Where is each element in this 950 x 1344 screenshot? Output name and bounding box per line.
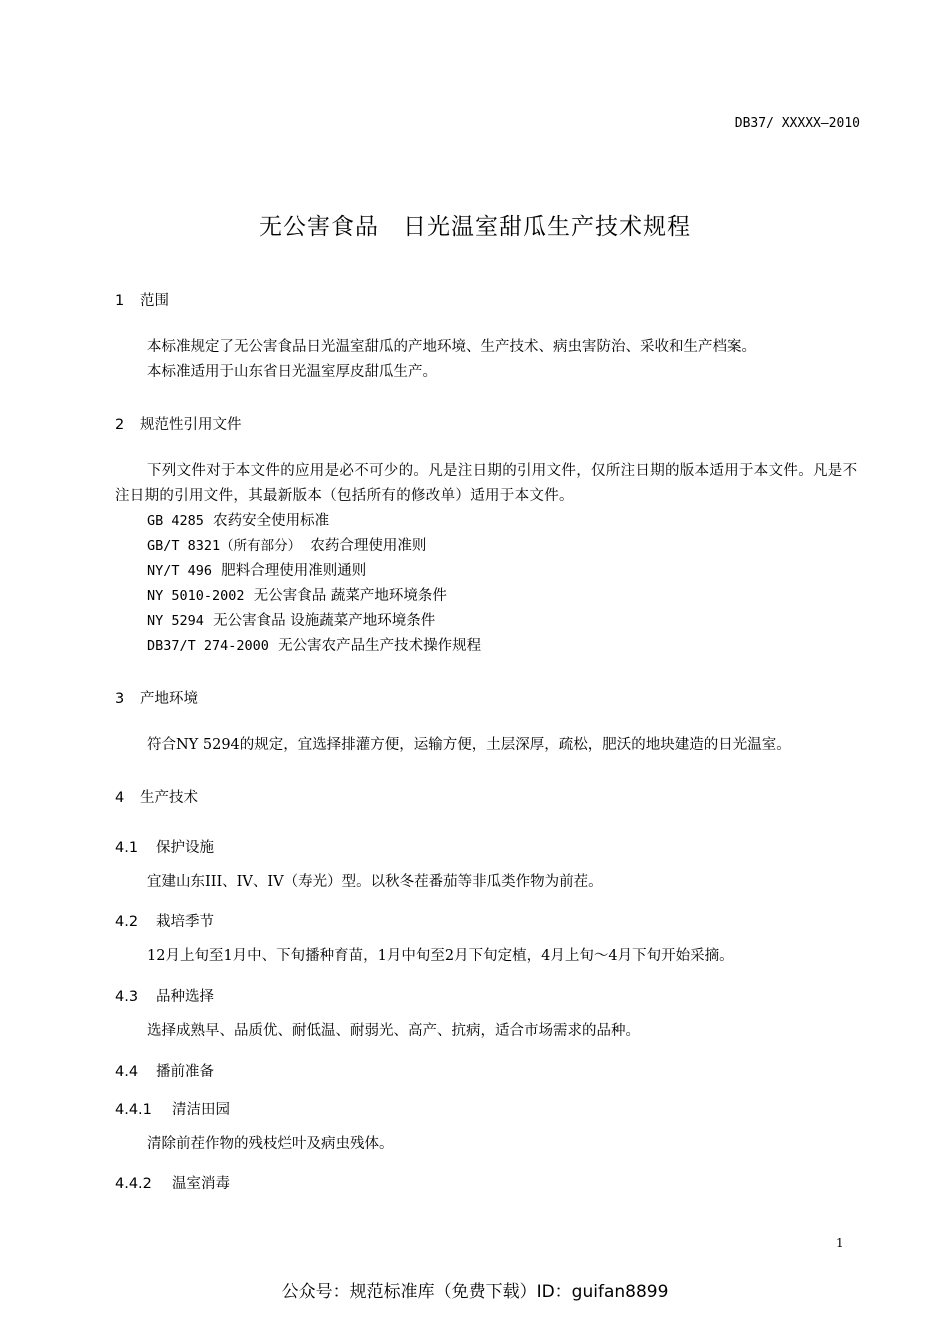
section-title: 播前准备: [156, 1064, 214, 1080]
section-number: 4.4.1: [115, 1102, 152, 1118]
section-number: 4: [115, 790, 125, 806]
section-number: 4.1: [115, 840, 139, 856]
section-title: 品种选择: [156, 989, 214, 1005]
reference-code: NY 5010-2002: [147, 588, 245, 604]
section-title: 规范性引用文件: [140, 417, 242, 433]
section-title: 温室消毒: [172, 1176, 230, 1192]
subsection-4-4-2-heading: [115, 1172, 230, 1193]
subsection-4-4-1-heading: [115, 1098, 230, 1119]
section-number: 2: [115, 417, 125, 433]
section-4-heading: [115, 786, 198, 807]
reference-item: [147, 609, 435, 634]
section-3-heading: [115, 687, 198, 708]
reference-code: NY/T 496: [147, 563, 213, 579]
subsection-4-4-heading: [115, 1060, 214, 1081]
page-number: 1: [836, 1236, 844, 1250]
section-title: 保护设施: [156, 840, 214, 856]
section-title: 栽培季节: [156, 914, 214, 930]
document-code: DB37/ XXXXX—2010: [734, 116, 860, 131]
subsection-4-1-heading: [115, 836, 214, 857]
reference-item: [147, 584, 447, 609]
subsection-4-2-heading: [115, 910, 214, 931]
reference-item: [147, 509, 329, 534]
section-number: 1: [115, 293, 125, 309]
reference-title: 无公害农产品生产技术操作规程: [278, 638, 482, 654]
section-title: 生产技术: [140, 790, 198, 806]
reference-item: [147, 634, 481, 659]
reference-title: 农药合理使用准则: [310, 538, 427, 554]
paragraph: 清除前茬作物的残枝烂叶及病虫残体。: [147, 1136, 394, 1152]
section-title: 清洁田园: [172, 1102, 230, 1118]
section-number: 3: [115, 691, 125, 707]
section-number: 4.3: [115, 989, 139, 1005]
paragraph: 下列文件对于本文件的应用是必不可少的。凡是注日期的引用文件，仅所注日期的版本适用于本文件。凡是不注日期的引用文件，其最新版本（包括所有的修改单）适用于本文件。: [115, 463, 858, 504]
section-2-heading: [115, 413, 242, 434]
subsection-4-3-heading: [115, 985, 214, 1006]
paragraph: 符合NY 5294的规定，宜选择排灌方便，运输方便，土层深厚，疏松，肥沃的地块建造的日光温室。: [147, 737, 791, 753]
reference-code: NY 5294: [147, 613, 204, 629]
reference-title: 无公害食品 设施蔬菜产地环境条件: [213, 613, 436, 629]
paragraph: 本标准适用于山东省日光温室厚皮甜瓜生产。: [147, 364, 437, 380]
paragraph: 选择成熟早、品质优、耐低温、耐弱光、高产、抗病，适合市场需求的品种。: [147, 1023, 640, 1039]
section-title: 产地环境: [140, 691, 198, 707]
document-title: 无公害食品 日光温室甜瓜生产技术规程: [259, 214, 691, 240]
footer-note: 公众号：规范标准库（免费下载）ID：guifan8899: [281, 1282, 669, 1302]
paragraph: 本标准规定了无公害食品日光温室甜瓜的产地环境、生产技术、病虫害防治、采收和生产档案。: [147, 339, 756, 355]
section-number: 4.4.2: [115, 1176, 152, 1192]
reference-item: [147, 534, 426, 559]
section-number: 4.2: [115, 914, 139, 930]
reference-code: GB 4285: [147, 513, 204, 529]
reference-title: 无公害食品 蔬菜产地环境条件: [253, 588, 447, 604]
section-number: 4.4: [115, 1064, 139, 1080]
section-1-heading: [115, 289, 169, 310]
reference-item: [147, 559, 366, 584]
reference-code: GB/T 8321（所有部分）: [147, 538, 302, 554]
reference-title: 农药安全使用标准: [213, 513, 330, 529]
reference-title: 肥料合理使用准则通则: [221, 563, 367, 579]
paragraph: 宜建山东III、IV、IV（寿光）型。以秋冬茬番茄等非瓜类作物为前茬。: [147, 874, 603, 890]
reference-code: DB37/T 274-2000: [147, 638, 269, 654]
section-title: 范围: [140, 293, 169, 309]
paragraph: 12月上旬至1月中、下旬播种育苗，1月中旬至2月下旬定植，4月上旬～4月下旬开始采摘。: [147, 948, 734, 964]
